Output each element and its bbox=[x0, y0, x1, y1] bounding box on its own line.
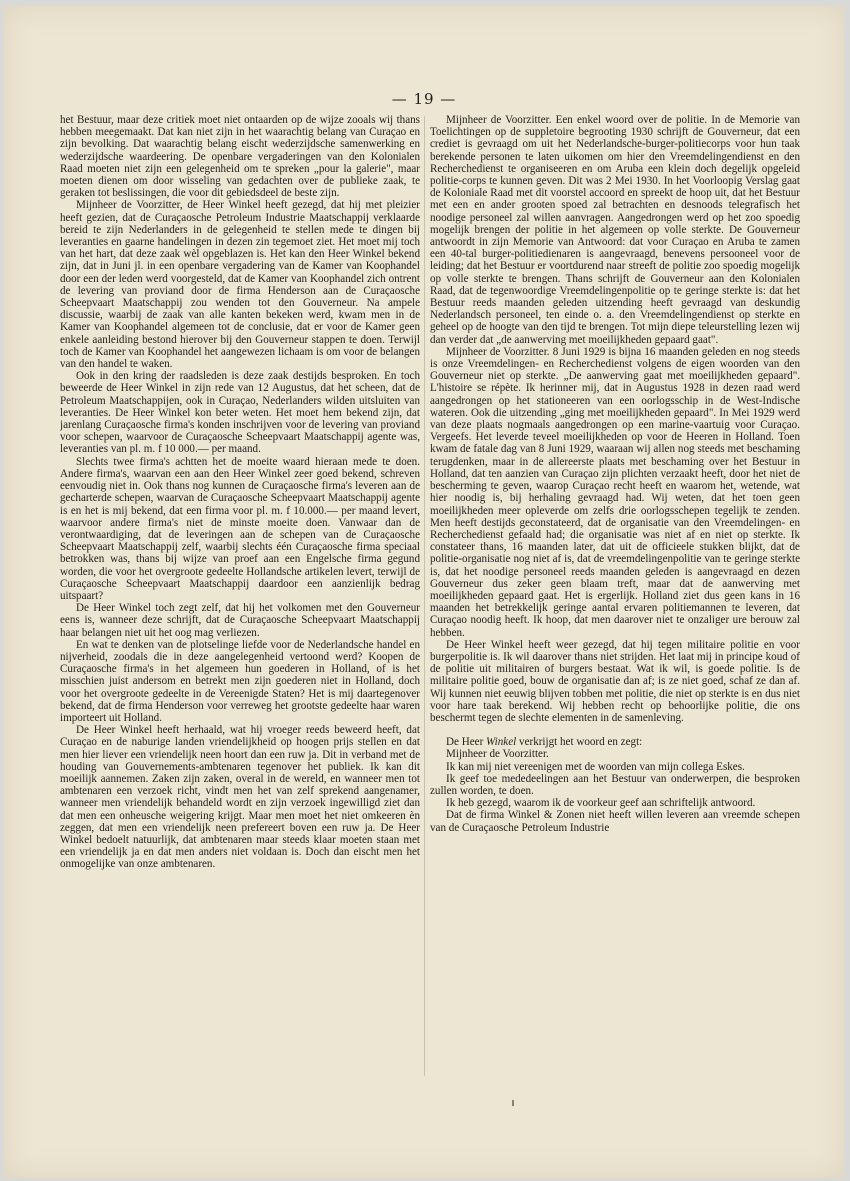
print-mark bbox=[512, 1100, 514, 1106]
paragraph: De Heer Winkel toch zegt zelf, dat hij het volkomen met den Gouverneur eens is, wanneer deze schrijft, dat de Curaçaosche Scheepvaart Maatschappij haar belangen niet uit het oog mag verliezen. bbox=[60, 602, 420, 639]
left-column bbox=[60, 114, 420, 1094]
speaker-intro-prefix: De Heer bbox=[446, 736, 487, 749]
paragraph: De Heer Winkel heeft weer gezegd, dat hij tegen militaire politie en voor burgerpolitie is. Ik wil daarover thans niet strijden. Het laat mij in principe koud of de politie uit militairen of burgers bestaat. Wat ik wil, is goede politie. Is de militaire politie goed, bouw de organisatie dan af; is ze niet goed, schaf ze dan af. Wij kunnen niet eeuwig blijven tobben met politie, die niet op sterkte is en dus niet voor hare taak berekend. Wij hebben recht op behoorlijke politie, die ons beschermt tegen de slechte elementen in de samenleving. bbox=[430, 638, 800, 724]
paragraph: Slechts twee firma's achtten het de moeite waard hieraan mede te doen. Andere firma's, waarvan een aan den Heer Winkel zeer goed bekend, schreven eenvoudig niet in. Ook thans nog kunnen de Curaçaosche firma's leveren aan de gecharterde schepen, waarvan de Curaçaosche Scheepvaart Maatschappij agente is en het is mij bekend, dat een firma voor pl. m. f 10.000.— per maand levert, waarvoor andere firma's niet de minste moeite doen. Vanwaar dan de verontwaardiging, dat de leveringen aan de schepen van de Curaçaosche Scheepvaart Maatschappij zelf, waarbij slechts één Curaçaosche firma speciaal betrokken was, thans bij wijze van proef aan een Engelsche firma gegund worden, die voor het overgroote gedeelte Hollandsche artikelen levert, terwijl de Curaçaosche Scheepvaart Maatschappij daardoor een aanzienlijk bedrag uitspaart? bbox=[60, 455, 420, 602]
speaker-name: Winkel bbox=[486, 736, 517, 749]
paragraph: Ik kan mij niet vereenigen met de woorden van mijn collega Eskes. bbox=[446, 760, 745, 773]
page-number: — 19 — bbox=[391, 90, 457, 108]
paragraph: Mijnheer de Voorzitter, de Heer Winkel heeft gezegd, dat hij met pleizier heeft gezien, dat de Curaçaosche Petroleum Industrie Maatschappij verklaarde bereid te zijn Nederlanders in de gelegenheid te stellen mede te dingen bij leveranties en gaarne handelingen in dezen zin tegemoet ziet. Het moet mij toch van het hart, dat deze zaak wèl opgeblazen is. Het kan den Heer Winkel bekend zijn, dat in Juni jl. in een openbare vergadering van de Kamer van Koophandel door een der leden werd voorgesteld, dat de Kamer van Koophandel zich ontrent de levering van proviand door de firma Henderson aan de Curaçaosche Scheepvaart Maatschappij zou wenden tot den Gouverneur. Na ampele discussie, waarbij de zaak van alle kanten bekeken werd, kwam men in de Kamer van Koophandel algemeen tot de conclusie, dat er voor de Kamer geen enkele aanleiding bestond hierover bij den Gouverneur stappen te doen. Terwijl toch de Kamer van Koophandel het aangewezen lichaam is om voor de belangen van den handel te waken. bbox=[60, 199, 420, 371]
paragraph: het Bestuur, maar deze critiek moet niet ontaarden op de wijze zooals wij thans hebben meegemaakt. Dat kan niet zijn in het waarachtig belang van Curaçao en zijn bevolking. Dat waarachtig belang eischt wederzijdsche samenwerking en wederzijdsche waardeering. De openbare vergaderingen van den Kolonialen Raad moeten niet zijn een gelegenheid om te spreken „pour la galerie", maar moeten dienen om door wisseling van gedachten over de publieke zaak, te geraken tot beslissingen, die voor dit gebiedsdeel de beste zijn. bbox=[60, 114, 420, 200]
speaker-intro-suffix: verkrijgt het woord en zegt: bbox=[516, 736, 643, 749]
paragraph: Mijnheer de Voorzitter. bbox=[446, 748, 549, 761]
right-column bbox=[430, 114, 800, 1094]
speaker-intro bbox=[430, 736, 800, 748]
paragraph: Dat de firma Winkel & Zonen niet heeft willen leveren aan vreemde schepen van de Curaçaosche Petroleum Industrie bbox=[430, 809, 800, 834]
document-page bbox=[4, 6, 844, 1178]
paragraph: En wat te denken van de plotselinge liefde voor de Nederlandsche handel en nijverheid, zoodals die in deze aangelegenheid vertoond werd? Koopen de Curaçaosche firma's in het algemeen hun goederen in Holland, of is het misschien juist andersom en betrekt men zijn goederen niet in Holland, doch voor het overgroote gedeelte in de Vereenigde Staten? Het is mij daartegenover bekend, dat de firma Henderson voor verreweg het grootste gedeelte haar waren importeert uit Holland. bbox=[60, 638, 420, 724]
paragraph: Ook in den kring der raadsleden is deze zaak destijds besproken. En toch beweerde de Heer Winkel in zijn rede van 12 Augustus, dat het scheen, dat de Petroleum Maatschappijen, ook in Curaçao, Nederlanders wilden uitsluiten van leveranties. De Heer Winkel kon beter weten. Het moet hem bekend zijn, dat jarenlang Curaçaosche firma's konden inschrijven voor de levering van proviand voor schepen, waarvoor de Curaçaosche Scheepvaart Maatschappij agente was, leveranties van pl. m. f 10 000.— per maand. bbox=[60, 370, 420, 456]
paragraph: Mijnheer de Voorzitter. 8 Juni 1929 is bijna 16 maanden geleden en nog steeds is onze Vreemdelingen- en Recherchedienst volgens de eigen woorden van den Gouverneur niet op sterkte. „De aanwerving gaat met moeilijkheden gepaard". L'histoire se répète. Ik herinner mij, dat in Augustus 1928 in dezen raad werd aangedrongen op het stationeeren van een oorlogsschip in de West-Indische wateren. Ook die uitzending „ging met moeilijkheden gepaard". In Mei 1929 werd van deze plaats nogmaals aangedrongen op een marine-vaartuig voor Curaçao. Vergeefs. Het leverde teveel moeilijkheden op voor de Heeren in Holland. Toen kwam de fatale dag van 8 Juni 1929, waaraan wij allen nog steeds met beschaming terugdenken, maar in de allereerste plaats met beschaming over het Bestuur in Holland, dat ten aanzien van Curaçao zijn plichten verzaakt heeft, door het niet de bescherming te geven, waarop Curaçao recht heeft en waarom het, wetende, wat hier noodig is, bij herhaling gevraagd had. Wij weten, dat het toen geen moeilijkheden meer opleverde om zelfs drie oorlogsschepen tegelijk te zenden. Men heeft destijds geconstateerd, dat de organisatie van den Vreemdelingen- en Recherchedienst gefaald had; die organisatie was niet af en niet op sterkte. Ik constateer thans, 16 maanden later, dat uit de officieele stukken blijkt, dat de politie-organisatie nog niet af is, dat de vreemdelingenpolitie van te geringe sterkte is, dat het noodige personeel reeds maanden geleden is aangevraagd en dezen Gouverneur dus zeker geen blaam treft, maar dat de aanwerving met moeilijkheden gepaard gaat. Het is ergerlijk. Holland ziet dus geen kans in 16 maanden het betrekkelijk geringe aantal ervaren politiemannen te leveren, dat Curaçao noodig heeft. Ik hoop, dat men daarover niet te onzaliger ure berouw zal hebben. bbox=[430, 345, 800, 639]
paragraph: De Heer Winkel heeft herhaald, wat hij vroeger reeds beweerd heeft, dat Curaçao en de naburige landen vriendelijkheid op hoogen prijs stellen en dat men hier liever een vriendelijk neen hoort dan een ruw ja. Dit in verband met de houding van Gouvernements-ambtenaren tegenover het publiek. Ik kan dit moeilijk aannemen. Zaken zijn zaken, overal in de wereld, en wanneer men tot ambtenaren een verzoek richt, vindt men het van zelf sprekend aangenamer, wanneer men vriendelijk behandeld wordt en zijn verzoek ingewilligd ziet dan dat men een onheusche weigering krijgt. Maar men moet het niet omkeeren èn zeggen, dat men een vriendelijk neen prefereert boven een ruw ja. De Heer Winkel bedoelt natuurlijk, dat ambtenaren maar steeds klaar moeten staan met een vriendelijk ja en dat men anders niet voldaan is. Doch dan eischt men het onmogelijke van onze ambtenaren. bbox=[60, 724, 420, 871]
paragraph: Ik heb gezegd, waarom ik de voorkeur geef aan schriftelijk antwoord. bbox=[446, 797, 756, 810]
paragraph: Mijnheer de Voorzitter. Een enkel woord over de politie. In de Memorie van Toelichtingen op de suppletoire begrooting 1930 schrijft de Gouverneur, dat een crediet is gevraagd om uit het Nederlandsche-burger-politiecorps voor hun taak berekende personen te laten uikomen om hier den Vreemdelingendienst en den Recherchedienst te organiseeren en om Aruba een klein doch degelijk opgeleid politie-corps te kunnen geven. Dit was 2 Mei 1930. In het Voorloopig Verslag gaat de Koloniale Raad met dit voorstel accoord en spreekt de hoop uit, dat het Bestuur met een en ander grooten spoed zal betrachten en desnoods telegrafisch het noodige personeel zal willen aanvragen. Aangedrongen werd op het zoo spoedig mogelijk brengen der politie in het algemeen op volle sterkte. De Gouverneur antwoordt in zijn Memorie van Antwoord: dat voor Curaçao en Aruba te zamen een 40-tal burger-politiedienaren is aangevraagd, benevens persooneel voor de leiding; dat het Bestuur er voortdurend naar streeft de politie zoo spoedig mogelijk op volle sterkte te brengen. Thans schrijft de Gouverneur aan den Kolonialen Raad, dat de tegenwoordige Vreemdelingenpolitie op te geringe sterkte is: dat het Bestuur reeds maanden geleden uitzending heeft gevraagd van deskundig Nederlandsch personeel, ten einde o. a. den Vreemdelingendienst op sterkte en geheel op de hoogte van den tijd te brengen. Tot mijn diepe teleurstelling lezen wij dan verder dat „de aanwerving met moeilijkheden gepaard gaat". bbox=[430, 114, 800, 346]
paragraph: Ik geef toe mededeelingen aan het Bestuur van onderwerpen, die besproken zullen worden, te doen. bbox=[430, 772, 800, 797]
column-divider bbox=[424, 116, 425, 1076]
